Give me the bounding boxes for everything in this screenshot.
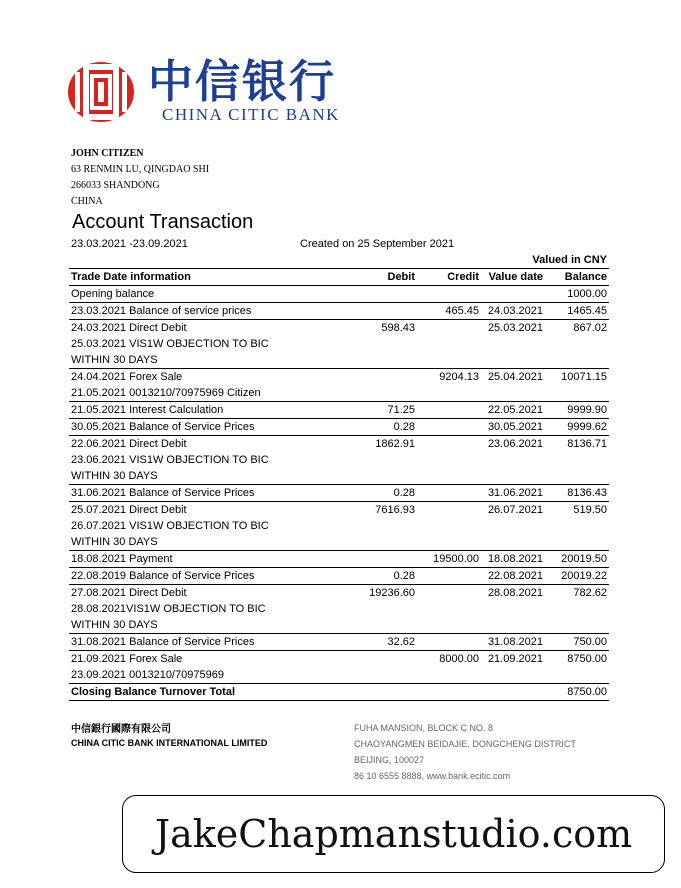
row-credit [417,336,481,352]
row-balance: 8136.71 [545,436,609,453]
customer-name: JOHN CITIZEN [71,148,144,159]
row-balance: 519.50 [545,502,609,519]
table-row [69,385,609,402]
row-value-date: 31.06.2021 [481,485,545,502]
row-description: 30.05.2021 Balance of Service Prices [69,419,359,436]
document-title: Account Transaction [72,211,254,233]
row-value-date: 22.08.2021 [481,568,545,585]
row-credit: 465.45 [417,303,481,320]
row-balance [545,617,609,634]
closing-balance: 8750.00 [545,684,609,701]
header-value-date: Value date [481,269,545,286]
row-value-date [481,468,545,485]
row-description: 22.06.2021 Direct Debit [69,436,359,453]
row-balance [545,518,609,534]
row-description: 28.08.2021VIS1W OBJECTION TO BIC [71,603,266,615]
footer-company-en: CHINA CITIC BANK INTERNATIONAL LIMITED [71,738,268,748]
row-value-date: 23.06.2021 [481,436,545,453]
row-description: 21.09.2021 Forex Sale [69,651,359,668]
row-value-date [481,336,545,352]
row-description: 25.07.2021 Direct Debit [69,502,359,519]
row-description: WITHIN 30 DAYS [71,536,158,548]
row-debit [359,601,417,617]
table-row [69,585,609,602]
address-line-2: 266033 SHANDONG [71,180,160,191]
row-credit [417,502,481,519]
row-credit [417,286,481,303]
row-value-date: 25.04.2021 [481,369,545,386]
table-row [69,352,609,369]
row-description: WITHIN 30 DAYS [71,470,158,482]
row-debit [359,651,417,668]
row-balance [545,601,609,617]
row-value-date [481,518,545,534]
row-debit: 19236.60 [359,585,417,602]
row-balance [545,352,609,369]
row-value-date [481,667,545,684]
footer-address-line-2: CHAOYANGMEN BEIDAJIE, DONGCHENG DISTRICT [354,739,576,749]
bank-logo [66,56,366,128]
row-credit [417,352,481,369]
row-value-date: 25.03.2021 [481,320,545,337]
row-credit [417,568,481,585]
row-description: 27.08.2021 Direct Debit [69,585,359,602]
table-row [69,617,609,634]
citic-logo-icon [66,60,136,124]
row-description: Opening balance [69,286,359,303]
table-row [69,551,609,568]
customer-address [71,146,209,210]
table-row [69,320,609,337]
row-debit [359,369,417,386]
row-debit [359,286,417,303]
table-header-row [69,269,609,286]
row-debit [359,303,417,320]
table-row [69,667,609,684]
footer-address-line-1: FUHA MANSION, BLOCK C NO. 8 [354,723,494,733]
row-description: 24.04.2021 Forex Sale [69,369,359,386]
statement-period: 23.03.2021 -23.09.2021 [71,238,188,250]
closing-label: Closing Balance Turnover Total [69,684,359,701]
row-description: 24.03.2021 Direct Debit [69,320,359,337]
row-credit [417,468,481,485]
row-description: 23.03.2021 Balance of service prices [69,303,359,320]
row-balance [545,468,609,485]
row-debit: 0.28 [359,485,417,502]
row-credit [417,320,481,337]
closing-empty-cell [359,684,417,701]
row-description: 18.08.2021 Payment [69,551,359,568]
row-balance: 8750.00 [545,651,609,668]
closing-empty-cell [481,684,545,701]
row-value-date: 24.03.2021 [481,303,545,320]
closing-balance-row [69,684,609,701]
table-row [69,336,609,352]
table-row [69,369,609,386]
row-credit [417,452,481,468]
table-row [69,634,609,651]
row-value-date: 30.05.2021 [481,419,545,436]
table-row [69,534,609,551]
row-description: 22.08.2019 Balance of Service Prices [69,568,359,585]
row-description: 31.06.2021 Balance of Service Prices [69,485,359,502]
row-debit [359,336,417,352]
row-value-date [481,286,545,303]
row-debit: 0.28 [359,419,417,436]
table-row [69,452,609,468]
currency-label: Valued in CNY [532,254,607,266]
table-row [69,419,609,436]
row-debit [359,534,417,551]
address-line-1: 63 RENMIN LU, QINGDAO SHI [71,164,210,175]
row-value-date [481,601,545,617]
row-credit: 9204.13 [417,369,481,386]
table-row [69,502,609,519]
table-row [69,518,609,534]
row-credit [417,436,481,453]
row-balance: 750.00 [545,634,609,651]
row-credit: 8000.00 [417,651,481,668]
table-row [69,436,609,453]
row-credit [417,617,481,634]
row-value-date: 22.05.2021 [481,402,545,419]
watermark-banner: JakeChapmanstudio.com [122,795,665,873]
row-debit [359,385,417,402]
row-value-date [481,534,545,551]
row-debit: 1862.91 [359,436,417,453]
row-value-date: 31.08.2021 [481,634,545,651]
row-description: 21.05.2021 Interest Calculation [69,402,359,419]
row-balance: 20019.50 [545,551,609,568]
table-row [69,485,609,502]
footer-contact: 86 10 6555 8888, www.bank.ecitic.com [354,771,511,781]
table-row [69,601,609,617]
row-balance: 10071.15 [545,369,609,386]
row-value-date: 26.07.2021 [481,502,545,519]
row-description: 31.08.2021 Balance of Service Prices [69,634,359,651]
row-value-date: 21.09.2021 [481,651,545,668]
table-row [69,303,609,320]
row-credit [417,385,481,402]
row-debit: 32.62 [359,634,417,651]
row-debit [359,518,417,534]
row-balance: 9999.90 [545,402,609,419]
bank-name-cn: 中信银行 [148,55,337,108]
table-row [69,402,609,419]
row-balance [545,667,609,684]
table-row [69,286,609,303]
row-debit [359,667,417,684]
row-description: 23.06.2021 VIS1W OBJECTION TO BIC [71,454,269,466]
row-value-date: 18.08.2021 [481,551,545,568]
row-debit [359,551,417,568]
row-credit: 19500.00 [417,551,481,568]
header-balance: Balance [545,269,609,286]
row-debit [359,617,417,634]
footer-company-cn: 中信銀行國際有限公司 [71,724,171,735]
row-value-date [481,452,545,468]
row-balance: 867.02 [545,320,609,337]
address-line-3: CHINA [71,196,103,207]
row-debit [359,352,417,369]
table-row [69,468,609,485]
row-value-date: 28.08.2021 [481,585,545,602]
header-debit: Debit [359,269,417,286]
row-value-date [481,352,545,369]
row-debit: 598.43 [359,320,417,337]
table-row [69,651,609,668]
row-credit [417,534,481,551]
row-balance: 782.62 [545,585,609,602]
table-row [69,568,609,585]
transactions-table [69,268,609,701]
row-balance: 1000.00 [545,286,609,303]
row-value-date [481,617,545,634]
row-credit [417,518,481,534]
row-debit: 0.28 [359,568,417,585]
row-debit: 71.25 [359,402,417,419]
row-balance: 1465.45 [545,303,609,320]
row-description: 23.09.2021 0013210/70975969 [71,669,224,681]
row-credit [417,585,481,602]
row-value-date [481,385,545,402]
header-credit: Credit [417,269,481,286]
row-balance [545,336,609,352]
row-balance [545,534,609,551]
bank-name-en: CHINA CITIC BANK [162,105,340,124]
row-credit [417,419,481,436]
row-credit [417,634,481,651]
row-credit [417,402,481,419]
created-date: Created on 25 September 2021 [300,238,455,250]
row-balance: 20019.22 [545,568,609,585]
footer-address [354,720,576,784]
row-debit [359,468,417,485]
row-description: WITHIN 30 DAYS [71,619,158,631]
row-description: WITHIN 30 DAYS [71,354,158,366]
row-description: 26.07.2021 VIS1W OBJECTION TO BIC [71,520,269,532]
row-balance: 9999.62 [545,419,609,436]
row-credit [417,485,481,502]
row-debit: 7616.93 [359,502,417,519]
row-balance: 8136.43 [545,485,609,502]
closing-empty-cell [417,684,481,701]
header-description: Trade Date information [69,269,359,286]
row-balance [545,452,609,468]
row-balance [545,385,609,402]
row-credit [417,667,481,684]
footer-address-line-3: BEIJING, 100027 [354,755,425,765]
row-debit [359,452,417,468]
row-description: 25.03.2021 VIS1W OBJECTION TO BIC [71,338,269,350]
row-credit [417,601,481,617]
row-description: 21.05.2021 0013210/70975969 Citizen [71,387,261,399]
